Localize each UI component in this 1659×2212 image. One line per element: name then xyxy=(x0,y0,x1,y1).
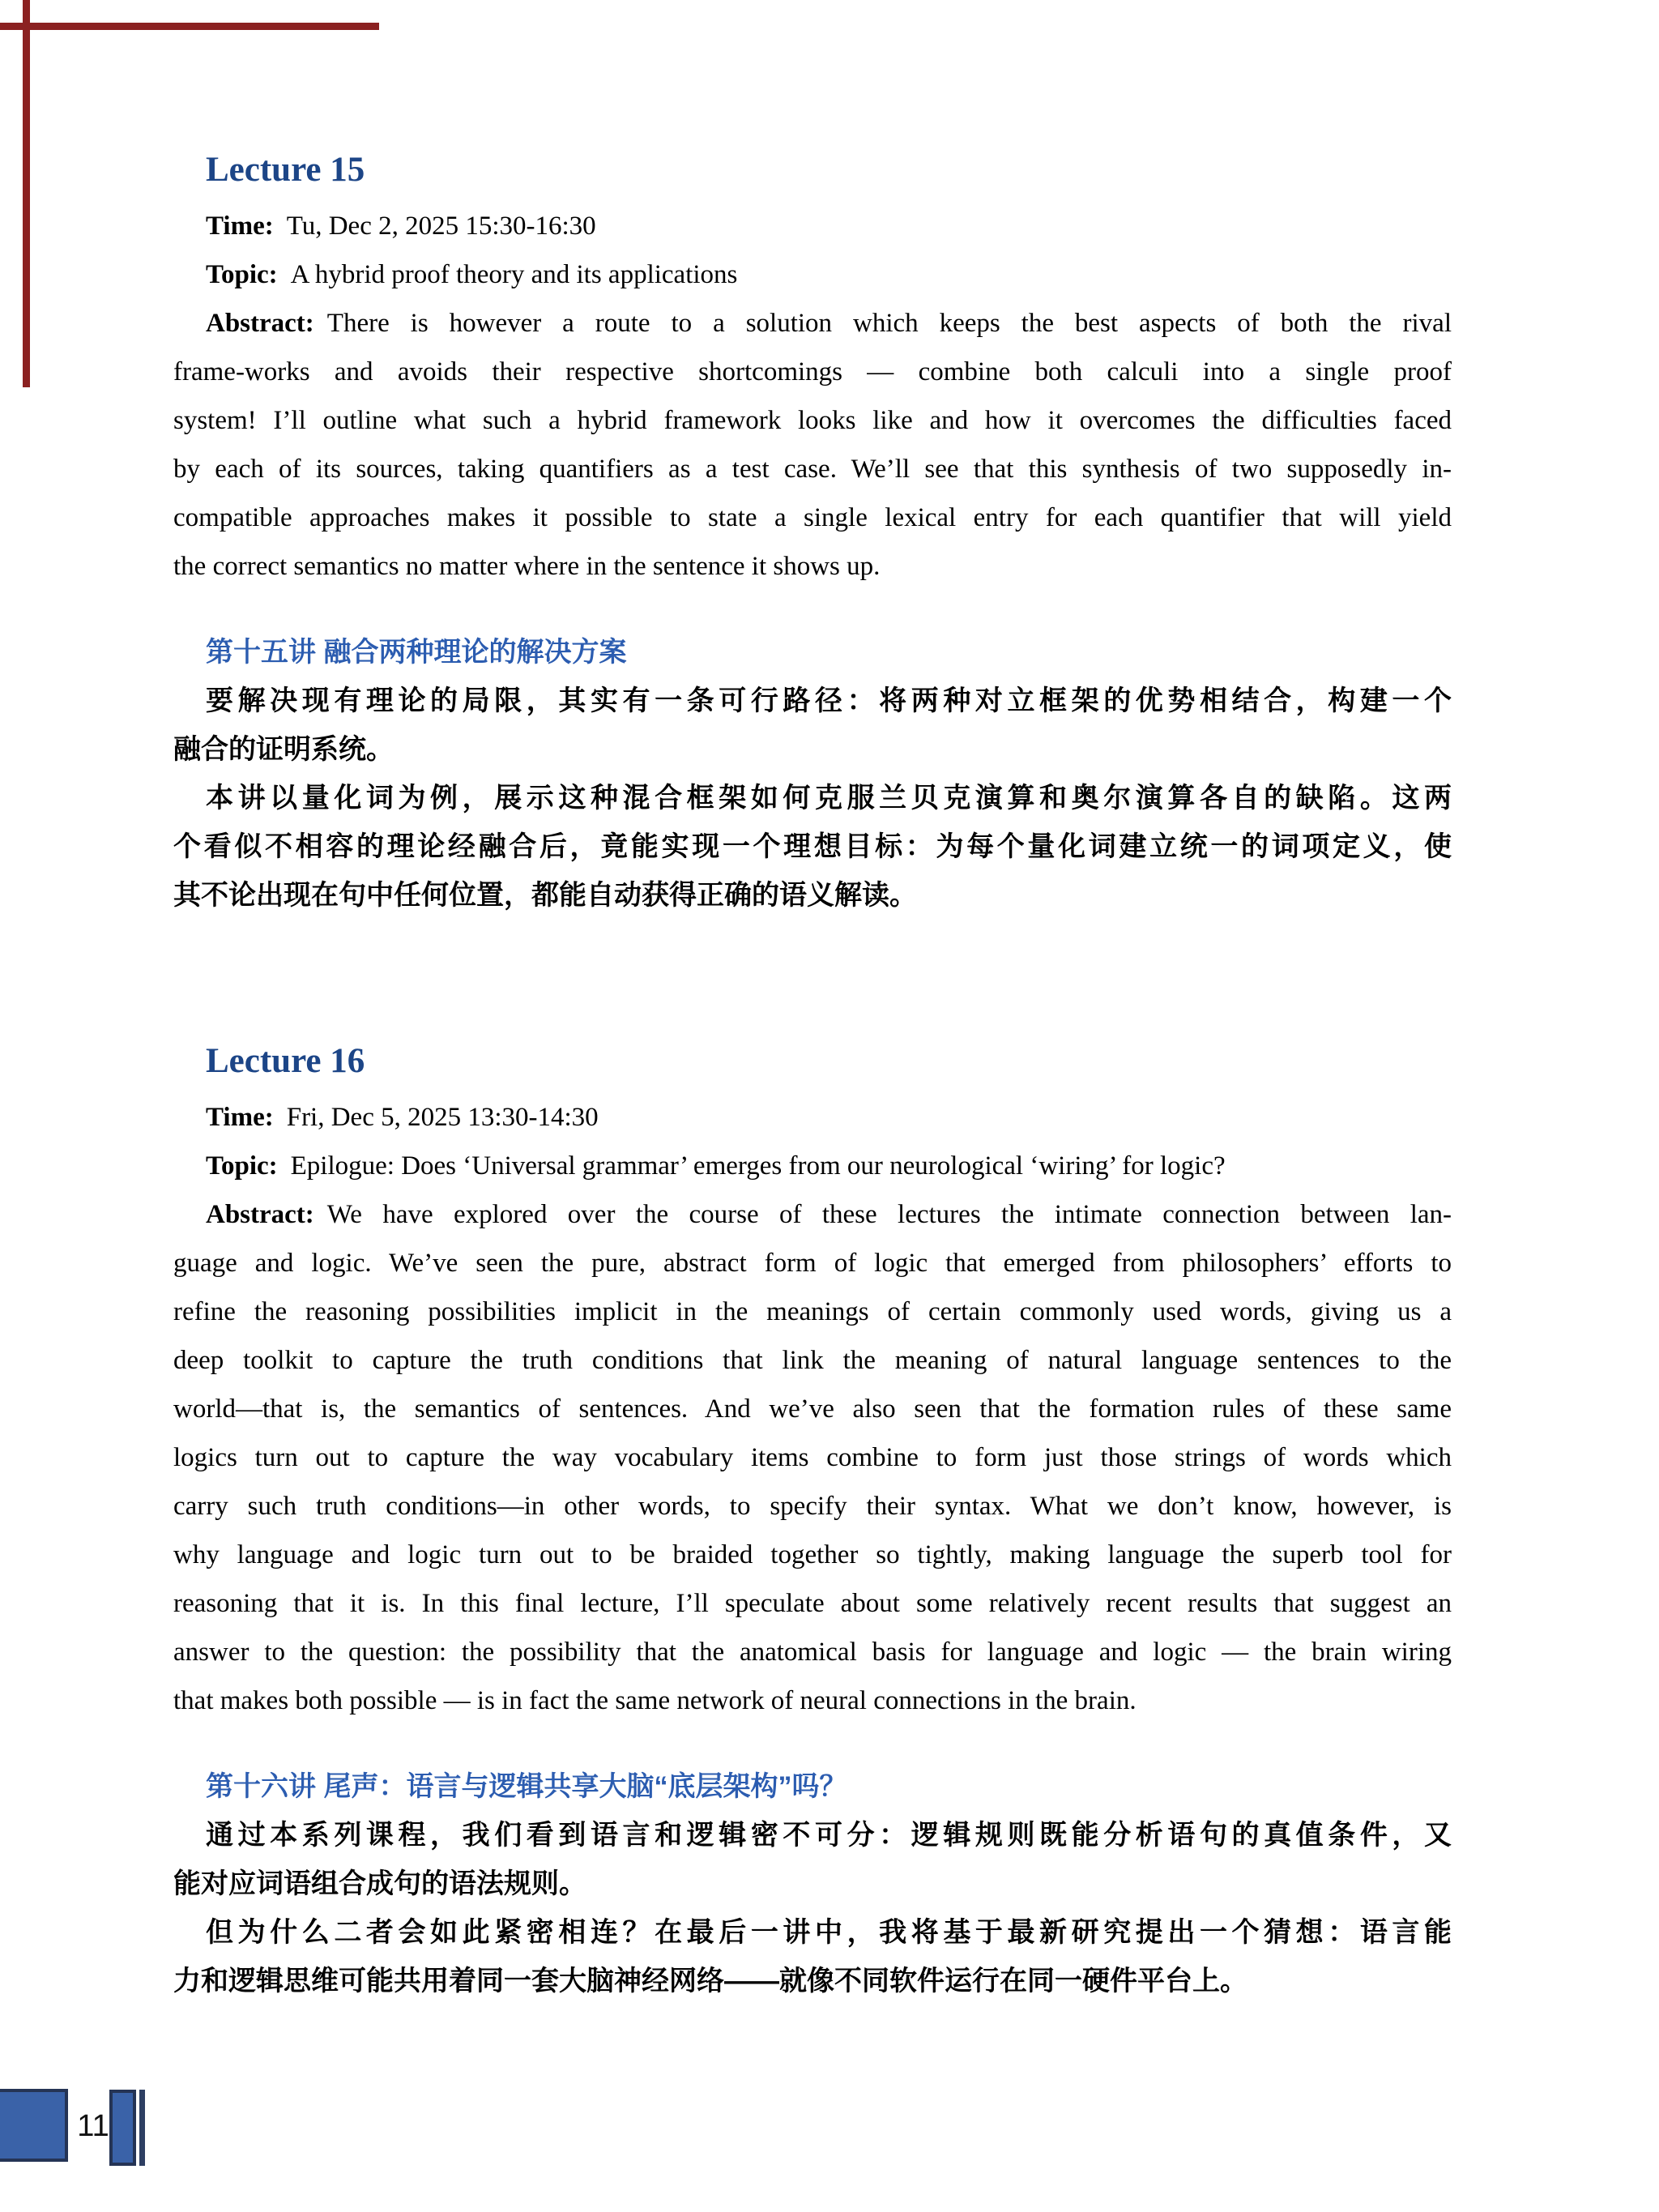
page-edge-mark-vertical xyxy=(23,0,30,387)
page-number: 11 xyxy=(77,2109,109,2143)
chinese-line: 但为什么二者会如此紧密相连？在最后一讲中，我将基于最新研究提出一个猜想：语言能 xyxy=(206,1917,1452,1948)
time-value: Tu, Dec 2, 2025 15:30-16:30 xyxy=(286,211,596,241)
chinese-line: 个看似不相容的理论经融合后，竟能实现一个理想目标：为每个量化词建立统一的词项定义，使 xyxy=(173,831,1452,862)
lecture-abstract xyxy=(173,299,1452,591)
footer-square-decoration xyxy=(0,2089,68,2162)
abstract-line: frame-works and avoids their respective shortcomings — combine both calculi into a single proof xyxy=(173,357,1452,386)
chinese-paragraphs xyxy=(173,677,1452,920)
abstract-line: compatible approaches makes it possible to state a single lexical entry for each quantifier that will yield xyxy=(173,503,1452,532)
time-label: Time: xyxy=(206,1103,274,1132)
page-content xyxy=(173,150,1452,2005)
topic-value: A hybrid proof theory and its applications xyxy=(290,260,738,289)
abstract-line: reasoning that it is. In this final lecture, I’ll speculate about some relatively recent results that suggest an xyxy=(173,1589,1452,1618)
lecture-time-line xyxy=(173,202,1452,250)
footer-bar-decoration xyxy=(109,2090,136,2166)
chinese-paragraphs xyxy=(173,1811,1452,2005)
abstract-line: Abstract: We have explored over the course of these lectures the intimate connection between lan- xyxy=(206,1200,1452,1229)
abstract-line: the correct semantics no matter where in the sentence it shows up. xyxy=(173,552,881,581)
page-edge-mark-horizontal xyxy=(0,23,379,30)
lecture-title: Lecture 16 xyxy=(206,1042,365,1080)
chinese-line: 融合的证明系统。 xyxy=(173,734,394,765)
topic-label: Topic: xyxy=(206,1151,278,1181)
chinese-line: 力和逻辑思维可能共用着同一套大脑神经网络——就像不同软件运行在同一硬件平台上。 xyxy=(173,1966,1247,1996)
lecture-abstract xyxy=(173,1190,1452,1725)
abstract-line: carry such truth conditions—in other words, to specify their syntax. What we don’t know, however, is xyxy=(173,1492,1452,1521)
time-value: Fri, Dec 5, 2025 13:30-14:30 xyxy=(286,1103,599,1132)
abstract-label: Abstract: xyxy=(206,309,314,338)
chinese-line: 能对应词语组合成句的语法规则。 xyxy=(173,1868,586,1899)
topic-value: Epilogue: Does ‘Universal grammar’ emerges from our neurological ‘wiring’ for logic? xyxy=(290,1151,1226,1181)
lecture-section xyxy=(173,150,1452,920)
chinese-heading: 第十六讲 尾声：语言与逻辑共享大脑“底层架构”吗？ xyxy=(206,1771,847,1802)
footer-line-decoration xyxy=(139,2090,145,2166)
lecture-topic-line xyxy=(173,1142,1452,1190)
chinese-heading: 第十五讲 融合两种理论的解决方案 xyxy=(206,637,627,668)
lecture-section xyxy=(173,1041,1452,2005)
abstract-line: guage and logic. We’ve seen the pure, abstract form of logic that emerged from philosophers’ efforts to xyxy=(173,1249,1452,1278)
lecture-topic-line xyxy=(173,250,1452,299)
chinese-line: 要解决现有理论的局限，其实有一条可行路径：将两种对立框架的优势相结合，构建一个 xyxy=(206,685,1452,716)
abstract-line: Abstract: There is however a route to a solution which keeps the best aspects of both the rival xyxy=(206,309,1452,338)
topic-label: Topic: xyxy=(206,260,278,289)
chinese-line: 本讲以量化词为例，展示这种混合框架如何克服兰贝克演算和奥尔演算各自的缺陷。这两 xyxy=(206,783,1452,813)
abstract-line: refine the reasoning possibilities implicit in the meanings of certain commonly used words, giving us a xyxy=(173,1297,1452,1326)
abstract-line: system! I’ll outline what such a hybrid framework looks like and how it overcomes the difficulties faced xyxy=(173,406,1452,435)
lecture-time-line xyxy=(173,1093,1452,1142)
chinese-line: 其不论出现在句中任何位置，都能自动获得正确的语义解读。 xyxy=(173,880,917,911)
abstract-line: that makes both possible — is in fact the same network of neural connections in the brain. xyxy=(173,1686,1137,1715)
abstract-line: deep toolkit to capture the truth conditions that link the meaning of natural language sentences to the xyxy=(173,1346,1452,1375)
abstract-label: Abstract: xyxy=(206,1200,314,1229)
abstract-line: answer to the question: the possibility that the anatomical basis for language and logic — the brain wiring xyxy=(173,1638,1452,1667)
lecture-title: Lecture 15 xyxy=(206,151,365,189)
chinese-line: 通过本系列课程，我们看到语言和逻辑密不可分：逻辑规则既能分析语句的真值条件，又 xyxy=(206,1820,1452,1851)
time-label: Time: xyxy=(206,211,274,241)
abstract-line: by each of its sources, taking quantifiers as a test case. We’ll see that this synthesis of two supposedly in- xyxy=(173,455,1452,484)
abstract-line: world—that is, the semantics of sentences. And we’ve also seen that the formation rules of these same xyxy=(173,1394,1452,1424)
abstract-line: why language and logic turn out to be braided together so tightly, making language the superb tool for xyxy=(173,1540,1452,1569)
abstract-line: logics turn out to capture the way vocabulary items combine to form just those strings of words which xyxy=(173,1443,1452,1472)
